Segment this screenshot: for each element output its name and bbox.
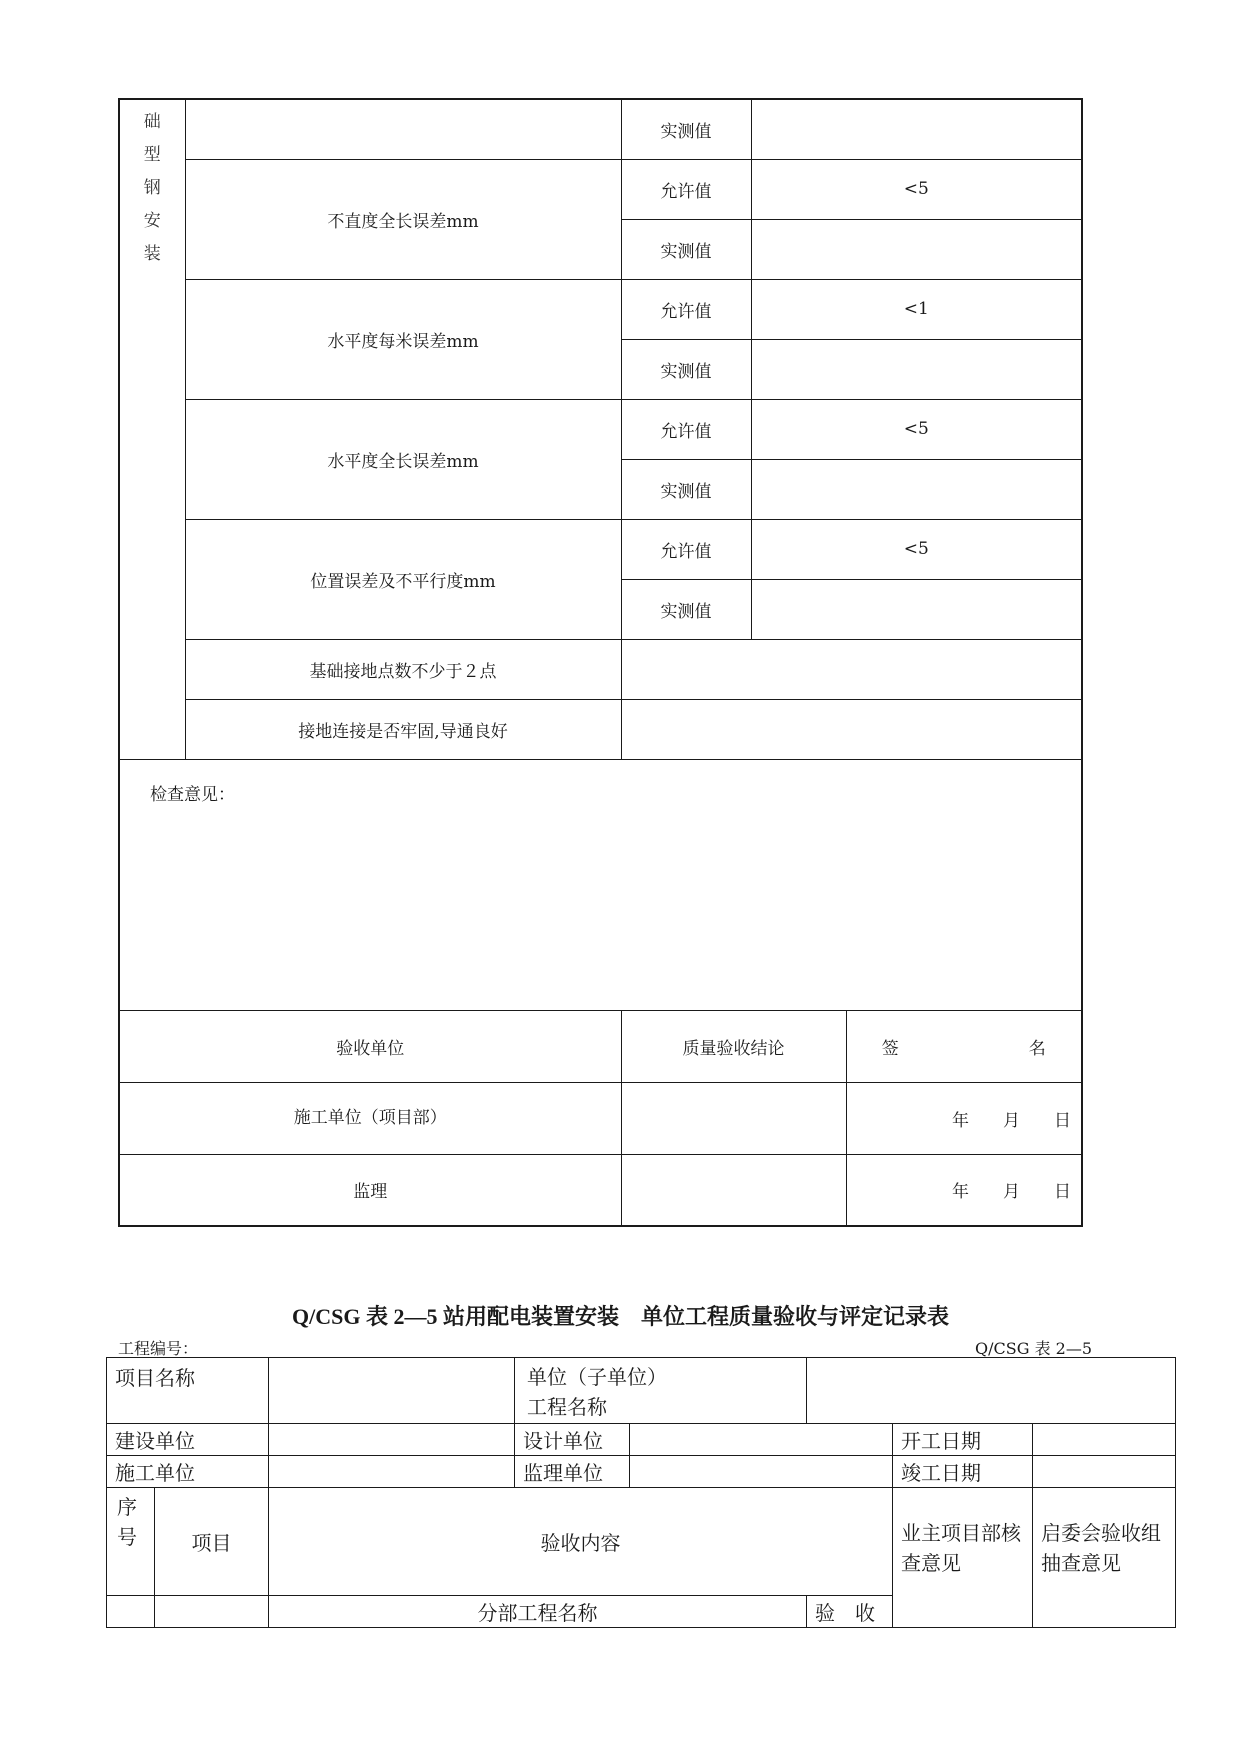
- supervisor-value[interactable]: [630, 1456, 893, 1488]
- sign-row-builder-unit: 施工单位（项目部）: [119, 1082, 621, 1154]
- construction-owner-value[interactable]: [269, 1424, 515, 1456]
- form-code: Q/CSG 表 2—5: [975, 1339, 1093, 1358]
- side-label-char: 装: [143, 244, 161, 264]
- measured-label: 实测值: [621, 459, 751, 519]
- item-level-full-length: 水平度全长误差mm: [185, 399, 621, 519]
- completion-date-label: 竣工日期: [893, 1456, 1033, 1488]
- project-name-value[interactable]: [269, 1358, 515, 1424]
- measured-label: 实测值: [621, 579, 751, 639]
- remarks-area[interactable]: [119, 759, 1082, 1010]
- grounding-points-result[interactable]: [621, 639, 1082, 699]
- sub-project-name-header: 分部工程名称: [269, 1596, 807, 1628]
- sign-header-unit: 验收单位: [119, 1010, 621, 1082]
- completion-date-value[interactable]: [1033, 1456, 1176, 1488]
- inspection-table: [118, 98, 1083, 1227]
- remarks-label: 检查意见：: [150, 784, 235, 805]
- builder-conclusion-cell[interactable]: [621, 1082, 846, 1154]
- allowed-label: 允许值: [621, 279, 751, 339]
- design-unit-value[interactable]: [630, 1424, 893, 1456]
- measured-value-cell[interactable]: [751, 339, 1082, 399]
- measured-value-cell[interactable]: [751, 459, 1082, 519]
- builder-value[interactable]: [269, 1456, 515, 1488]
- supervisor-conclusion-cell[interactable]: [621, 1154, 846, 1226]
- seq-subcell: [107, 1596, 155, 1628]
- acceptance-header: 验 收: [807, 1596, 893, 1628]
- allowed-label: 允许值: [621, 159, 751, 219]
- side-label-char: 础: [143, 112, 161, 132]
- sign-row-supervisor-unit: 监理: [119, 1154, 621, 1226]
- start-date-value[interactable]: [1033, 1424, 1176, 1456]
- grounding-connection-result[interactable]: [621, 699, 1082, 759]
- side-label-char: 安: [143, 211, 161, 231]
- grounding-points-item: 基础接地点数不少于２点: [185, 639, 621, 699]
- allowed-value: <5: [751, 399, 1082, 459]
- measured-label: 实测值: [621, 339, 751, 399]
- builder-label: 施工单位: [107, 1456, 269, 1488]
- side-label-char: 型: [143, 145, 161, 165]
- sign-header-signature: 签 名: [846, 1010, 1082, 1082]
- unit-project-label: 单位（子单位）工程名称: [515, 1358, 807, 1424]
- item-position-parallelism: 位置误差及不平行度mm: [185, 519, 621, 639]
- item-header: 项目: [155, 1488, 269, 1596]
- project-name-label: 项目名称: [107, 1358, 269, 1424]
- measured-label: 实测值: [621, 219, 751, 279]
- side-label-char: 钢: [143, 178, 161, 198]
- form-title: Q/CSG 表 2—5 站用配电装置安装 单位工程质量验收与评定记录表: [292, 1304, 949, 1329]
- sign-header-conclusion: 质量验收结论: [621, 1010, 846, 1082]
- allowed-value: <5: [751, 519, 1082, 579]
- unit-project-value[interactable]: [807, 1358, 1176, 1424]
- allowed-value: <1: [751, 279, 1082, 339]
- item-straightness: 不直度全长误差mm: [185, 159, 621, 279]
- measured-value-cell[interactable]: [751, 579, 1082, 639]
- grounding-connection-item: 接地连接是否牢固,导通良好: [185, 699, 621, 759]
- measured-value-cell[interactable]: [751, 99, 1082, 159]
- construction-owner-label: 建设单位: [107, 1424, 269, 1456]
- start-date-label: 开工日期: [893, 1424, 1033, 1456]
- content-header: 验收内容: [269, 1488, 893, 1596]
- measured-label: 实测值: [621, 99, 751, 159]
- supervisor-label: 监理单位: [515, 1456, 630, 1488]
- seq-header: 序号: [107, 1488, 155, 1596]
- allowed-label: 允许值: [621, 399, 751, 459]
- item-level-per-meter: 水平度每米误差mm: [185, 279, 621, 399]
- project-number-label: 工程编号：: [118, 1339, 199, 1358]
- item-subcell: [155, 1596, 269, 1628]
- supervisor-signature-date[interactable]: 年 月 日: [846, 1154, 1082, 1226]
- allowed-label: 允许值: [621, 519, 751, 579]
- design-unit-label: 设计单位: [515, 1424, 630, 1456]
- committee-opinion-header: 启委会验收组抽查意见: [1033, 1488, 1176, 1628]
- row-item-empty: [185, 99, 621, 159]
- builder-signature-date[interactable]: 年 月 日: [846, 1082, 1082, 1154]
- owner-opinion-header: 业主项目部核查意见: [893, 1488, 1033, 1628]
- unit-project-table: [106, 1357, 1176, 1628]
- allowed-value: <5: [751, 159, 1082, 219]
- section-side-label: [119, 99, 185, 759]
- measured-value-cell[interactable]: [751, 219, 1082, 279]
